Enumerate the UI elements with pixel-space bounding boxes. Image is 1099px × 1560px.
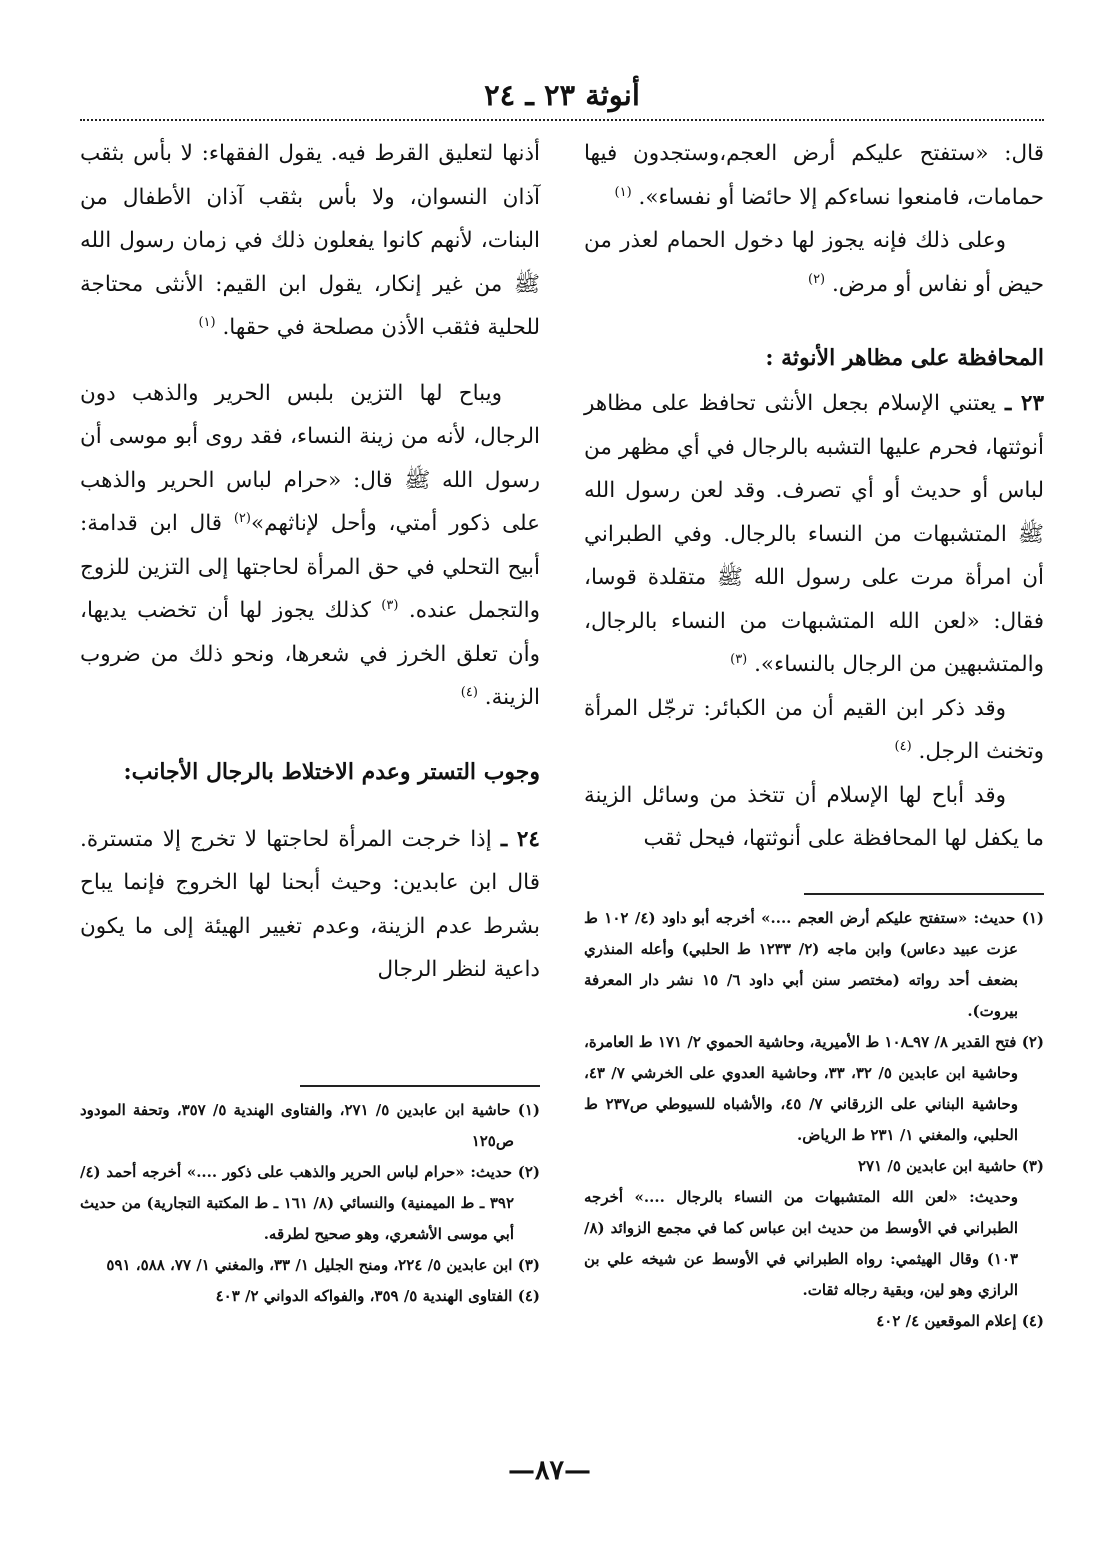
footnote-ref: (٤) (460, 684, 478, 700)
section-title-veiling: وجوب التستر وعدم الاختلاط بالرجال الأجانب: (123, 758, 540, 785)
footnote-rule (804, 893, 1044, 895)
footnotes-right (584, 893, 1044, 1337)
left-para-2 (80, 372, 540, 720)
footnote-number: (٤) (1021, 1312, 1044, 1330)
right-para-1 (584, 132, 1044, 219)
right-para-5: وقد أباح لها الإسلام أن تتخذ من وسائل الزينة ما يكفل لها المحافظة على أنوثتها، فيحل ثقب (584, 782, 1044, 851)
header-dotted-rule (80, 119, 1044, 121)
left-column (80, 132, 540, 992)
footnote-ref: (٤) (894, 738, 912, 754)
footnote-text: ابن عابدين ٥/ ٢٢٤، ومنح الجليل ١/ ٣٣، والمغني ١/ ٧٧، ٥٨٨، ٥٩١ (106, 1256, 513, 1274)
footnotes-left (80, 1085, 540, 1312)
right-para-3 (584, 382, 1044, 687)
left-para-3 (80, 818, 540, 992)
footnote-number: (٢) (517, 1163, 540, 1181)
right-para-2-text: وعلى ذلك فإنه يجوز لها دخول الحمام لعذر من حيض أو نفاس أو مرض. (584, 228, 1044, 297)
footnote-continuation: وحديث: «لعن الله المتشبهات من النساء بالرجال ....» أخرجه الطبراني في الأوسط من حديث ابن عباس كما في مجمع الزوائد (٨/ ١٠٣) وقال الهيثمي: رواه الطبراني في الأوسط عن شيخه علي بن الرازي وهو لين، وبقية رجاله ثقات. (584, 1188, 1018, 1299)
footnote-text: حديث: «ستفتح عليكم أرض العجم ....» أخرجه أبو داود (٤/ ١٠٢ ط عزت عبيد دعاس) وابن ماجه (٢/ ١٢٣٣ ط الحلبي) وأعله المنذري بضعف أحد رواته (مختصر سنن أبي داود ٦/ ١٥ نشر دار المعرفة بيروت). (584, 909, 1019, 1020)
footnote-ref: (١) (614, 184, 632, 200)
footnote-item (80, 1157, 540, 1250)
footnote-text: الفتاوى الهندية ٥/ ٣٥٩، والفواكه الدواني ٢/ ٤٠٣ (215, 1287, 513, 1305)
right-para-4-text: وقد ذكر ابن القيم أن من الكبائر: ترجّل المرأة وتخنث الرجل. (584, 695, 1044, 764)
right-para-1-text: قال: «ستفتح عليكم أرض العجم،وستجدون فيها حمامات، فامنعوا نساءكم إلا حائضا أو نفساء». (584, 141, 1044, 210)
running-header: أنوثة ٢٣ ـ ٢٤ (484, 78, 640, 112)
paragraph-number: ٢٤ ـ (500, 826, 540, 852)
left-para-1-text: أذنها لتعليق القرط فيه. يقول الفقهاء: لا بأس بثقب آذان النسوان، ولا بأس بثقب آذان الأطفال من البنات، لأنهم كانوا يفعلون ذلك في زمان رسول الله ﷺ من غير إنكار، يقول ابن القيم: الأنثى محتاجة للحلية فثقب الأذن مصلحة في حقها. (80, 141, 540, 340)
left-para-1 (80, 132, 540, 350)
footnote-text: حاشية ابن عابدين ٥/ ٢٧١، والفتاوى الهندية ٥/ ٣٥٧، وتحفة المودود ص١٢٥ (80, 1101, 514, 1150)
left-para-3-text: إذا خرجت المرأة لحاجتها لا تخرج إلا متسترة. قال ابن عابدين: وحيث أبحنا لها الخروج فإنما يباح بشرط عدم الزينة، وعدم تغيير الهيئة إلى ما يكون داعية لنظر الرجال (80, 826, 540, 982)
footnote-number: (٤) (517, 1287, 540, 1305)
footnote-text: حاشية ابن عابدين ٥/ ٢٧١ (857, 1157, 1017, 1175)
right-para-2 (584, 219, 1044, 306)
left-para-2c-text: كذلك يجوز لها أن تخضب يديها، وأن تعلق الخرز في شعرها، ونحو ذلك من ضروب الزينة. (80, 598, 540, 710)
footnote-number: (٣) (517, 1256, 540, 1274)
footnote-item (584, 903, 1044, 1027)
paragraph-number: ٢٣ ـ (1005, 391, 1044, 416)
footnote-rule (300, 1085, 540, 1087)
right-para-3-text: يعتني الإسلام بجعل الأنثى تحافظ على مظاهر أنوثتها، فحرم عليها التشبه بالرجال في أي مظهر من لباس أو حديث أو أي تصرف. وقد لعن رسول الله ﷺ المتشبهات من النساء بالرجال. وفي الطبراني أن امرأة مرت على رسول الله ﷺ متقلدة قوسا، فقال: «لعن الله المتشبهات من النساء بالرجال، والمتشبهين من الرجال بالنساء». (584, 391, 1044, 677)
right-column (584, 132, 1044, 861)
footnote-number: (١) (1021, 909, 1044, 927)
left-para-2b-text: قال ابن قدامة: أبيح التحلي في حق المرأة لحاجتها إلى التزين للزوج والتجمل عنده. (80, 511, 540, 623)
footnote-ref: (٢) (807, 271, 826, 287)
footnote-ref: (٢) (233, 510, 251, 526)
footnote-item (80, 1281, 540, 1312)
footnote-item (584, 1027, 1044, 1151)
footnote-item (584, 1306, 1044, 1337)
footnote-text: إعلام الموقعين ٤/ ٤٠٢ (876, 1312, 1017, 1330)
page-number: —٨٧— (507, 1455, 591, 1486)
right-para-4 (584, 687, 1044, 774)
footnote-text: فتح القدير ٨/ ٩٧ـ١٠٨ ط الأميرية، وحاشية الحموي ٢/ ١٧١ ط العامرة، وحاشية ابن عابدين ٥/ ٣٢، ٣٣، وحاشية العدوي على الخرشي ٧/ ٤٣، وحاشية البناني على الزرقاني ٧/ ٤٥، والأشباه للسيوطي ص٢٣٧ ط الحلبي، والمغني ١/ ٢٣١ ط الرياض. (584, 1033, 1019, 1144)
footnote-item (80, 1250, 540, 1281)
footnote-number: (١) (517, 1101, 540, 1119)
footnote-ref: (١) (198, 314, 216, 330)
footnote-ref: (٣) (730, 651, 748, 667)
left-para-2a-text: ويباح لها التزين بلبس الحرير والذهب دون الرجال، لأنه من زينة النساء، فقد روى أبو موسى أن رسول الله ﷺ قال: «حرام لباس الحرير والذهب على ذكور أمتي، وأحل لإناثهم» (80, 380, 540, 536)
footnote-item (584, 1151, 1044, 1182)
footnote-number: (٢) (1021, 1033, 1045, 1051)
footnote-ref: (٣) (381, 597, 399, 613)
footnote-item (80, 1095, 540, 1157)
section-title-femininity: المحافظة على مظاهر الأنوثة : (765, 345, 1044, 371)
footnote-number: (٣) (1021, 1157, 1044, 1175)
footnote-text: حديث: «حرام لباس الحرير والذهب على ذكور ....» أخرجه أحمد (٤/ ٣٩٢ ـ ط الميمنية) والنسائي (٨/ ١٦١ ـ ط المكتبة التجارية) من حديث أبي موسى الأشعري، وهو صحيح لطرقه. (80, 1163, 514, 1243)
